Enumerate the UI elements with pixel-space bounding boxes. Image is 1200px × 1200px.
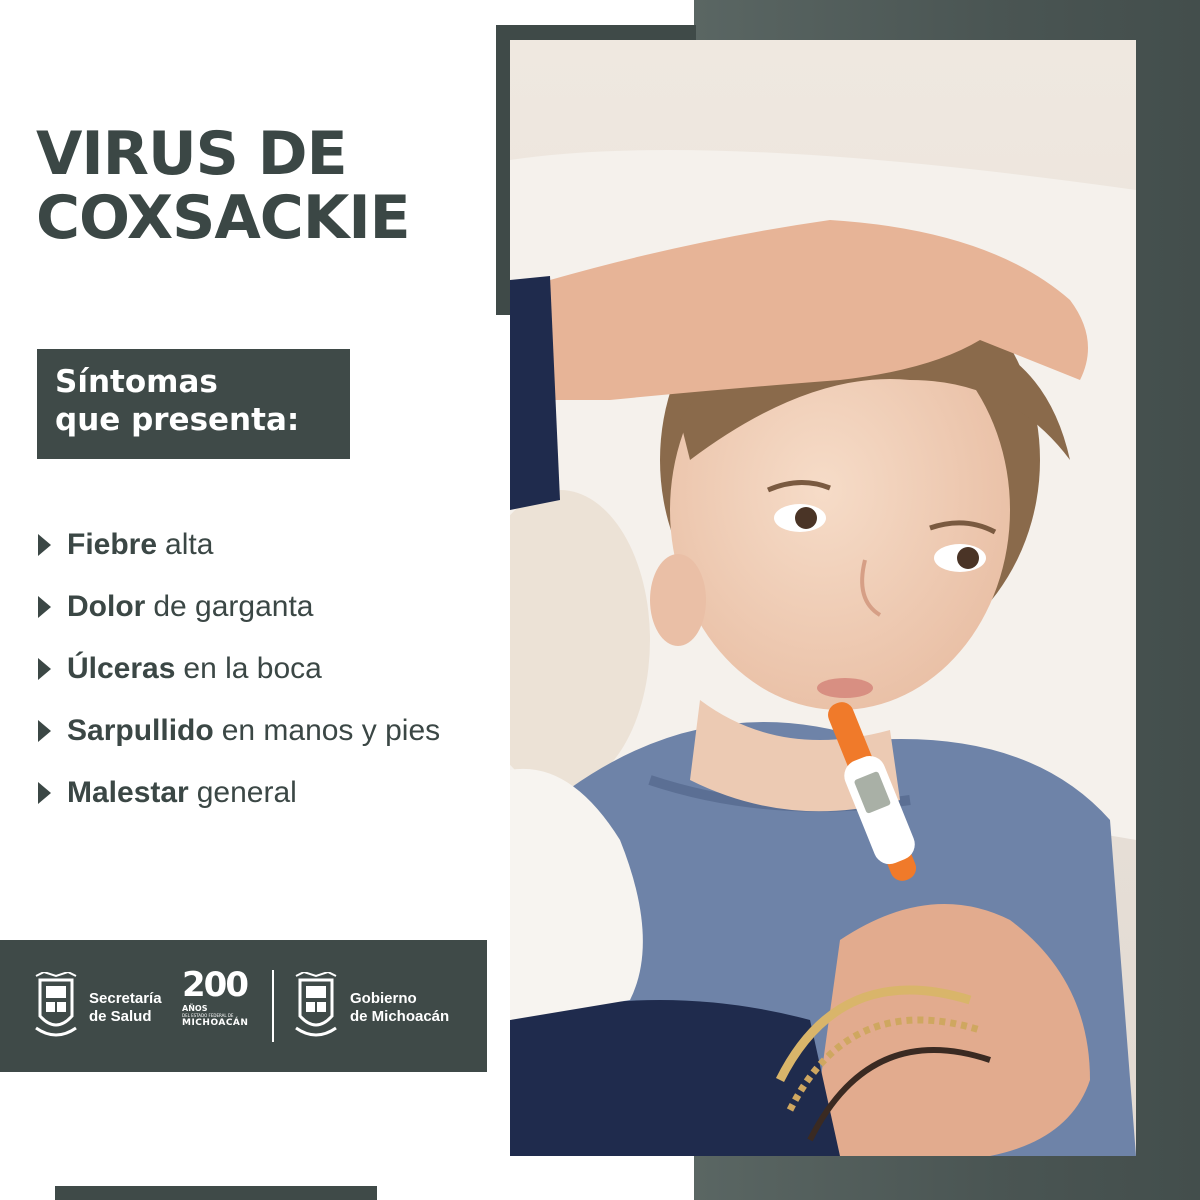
logo-divider — [272, 970, 274, 1042]
coat-of-arms-icon — [34, 972, 78, 1042]
bottom-accent-bar — [55, 1186, 377, 1200]
title-line-2: COXSACKIE — [36, 183, 410, 253]
triangle-right-icon — [38, 720, 51, 742]
triangle-right-icon — [38, 782, 51, 804]
symptom-detail: en la boca — [183, 652, 322, 685]
coat-of-arms-icon — [294, 972, 338, 1042]
symptoms-badge-line-1: Síntomas — [55, 364, 218, 400]
triangle-right-icon — [38, 596, 51, 618]
anniversary-subtitle: DEL ESTADO FEDERAL DE — [182, 1013, 234, 1018]
symptom-item — [38, 638, 440, 700]
anniversary-200-logo — [182, 965, 262, 1044]
triangle-right-icon — [38, 658, 51, 680]
symptoms-badge-line-2: que presenta: — [55, 402, 300, 438]
government-line-1: Gobierno — [350, 990, 417, 1007]
symptom-item — [38, 762, 440, 824]
symptoms-badge — [37, 349, 350, 459]
footer-logos-bar — [0, 940, 487, 1072]
symptom-item — [38, 514, 440, 576]
symptom-detail: en manos y pies — [221, 714, 441, 747]
page-title — [36, 119, 410, 253]
symptom-keyword: Úlceras — [67, 652, 176, 685]
health-secretariat-line-2: de Salud — [89, 1008, 152, 1025]
government-label — [350, 990, 449, 1026]
sick-child-photo — [510, 40, 1136, 1156]
symptom-keyword: Sarpullido — [67, 714, 214, 747]
symptom-keyword: Fiebre — [67, 528, 158, 561]
symptom-item — [38, 576, 440, 638]
government-line-2: de Michoacán — [350, 1008, 450, 1025]
symptom-keyword: Dolor — [67, 590, 146, 623]
symptom-detail: de garganta — [153, 590, 314, 623]
symptoms-list — [38, 514, 440, 824]
triangle-right-icon — [38, 534, 51, 556]
anniversary-number: 200 — [182, 965, 247, 1005]
symptom-detail: alta — [165, 528, 214, 561]
symptom-keyword: Malestar — [67, 776, 189, 809]
title-line-1: VIRUS DE — [36, 119, 347, 189]
health-secretariat-line-1: Secretaría — [89, 990, 162, 1007]
anniversary-years: AÑOS — [182, 1004, 208, 1013]
anniversary-state: MICHOACÁN — [182, 1018, 249, 1028]
health-secretariat-label — [89, 990, 162, 1026]
symptom-item — [38, 700, 440, 762]
symptom-detail: general — [196, 776, 297, 809]
